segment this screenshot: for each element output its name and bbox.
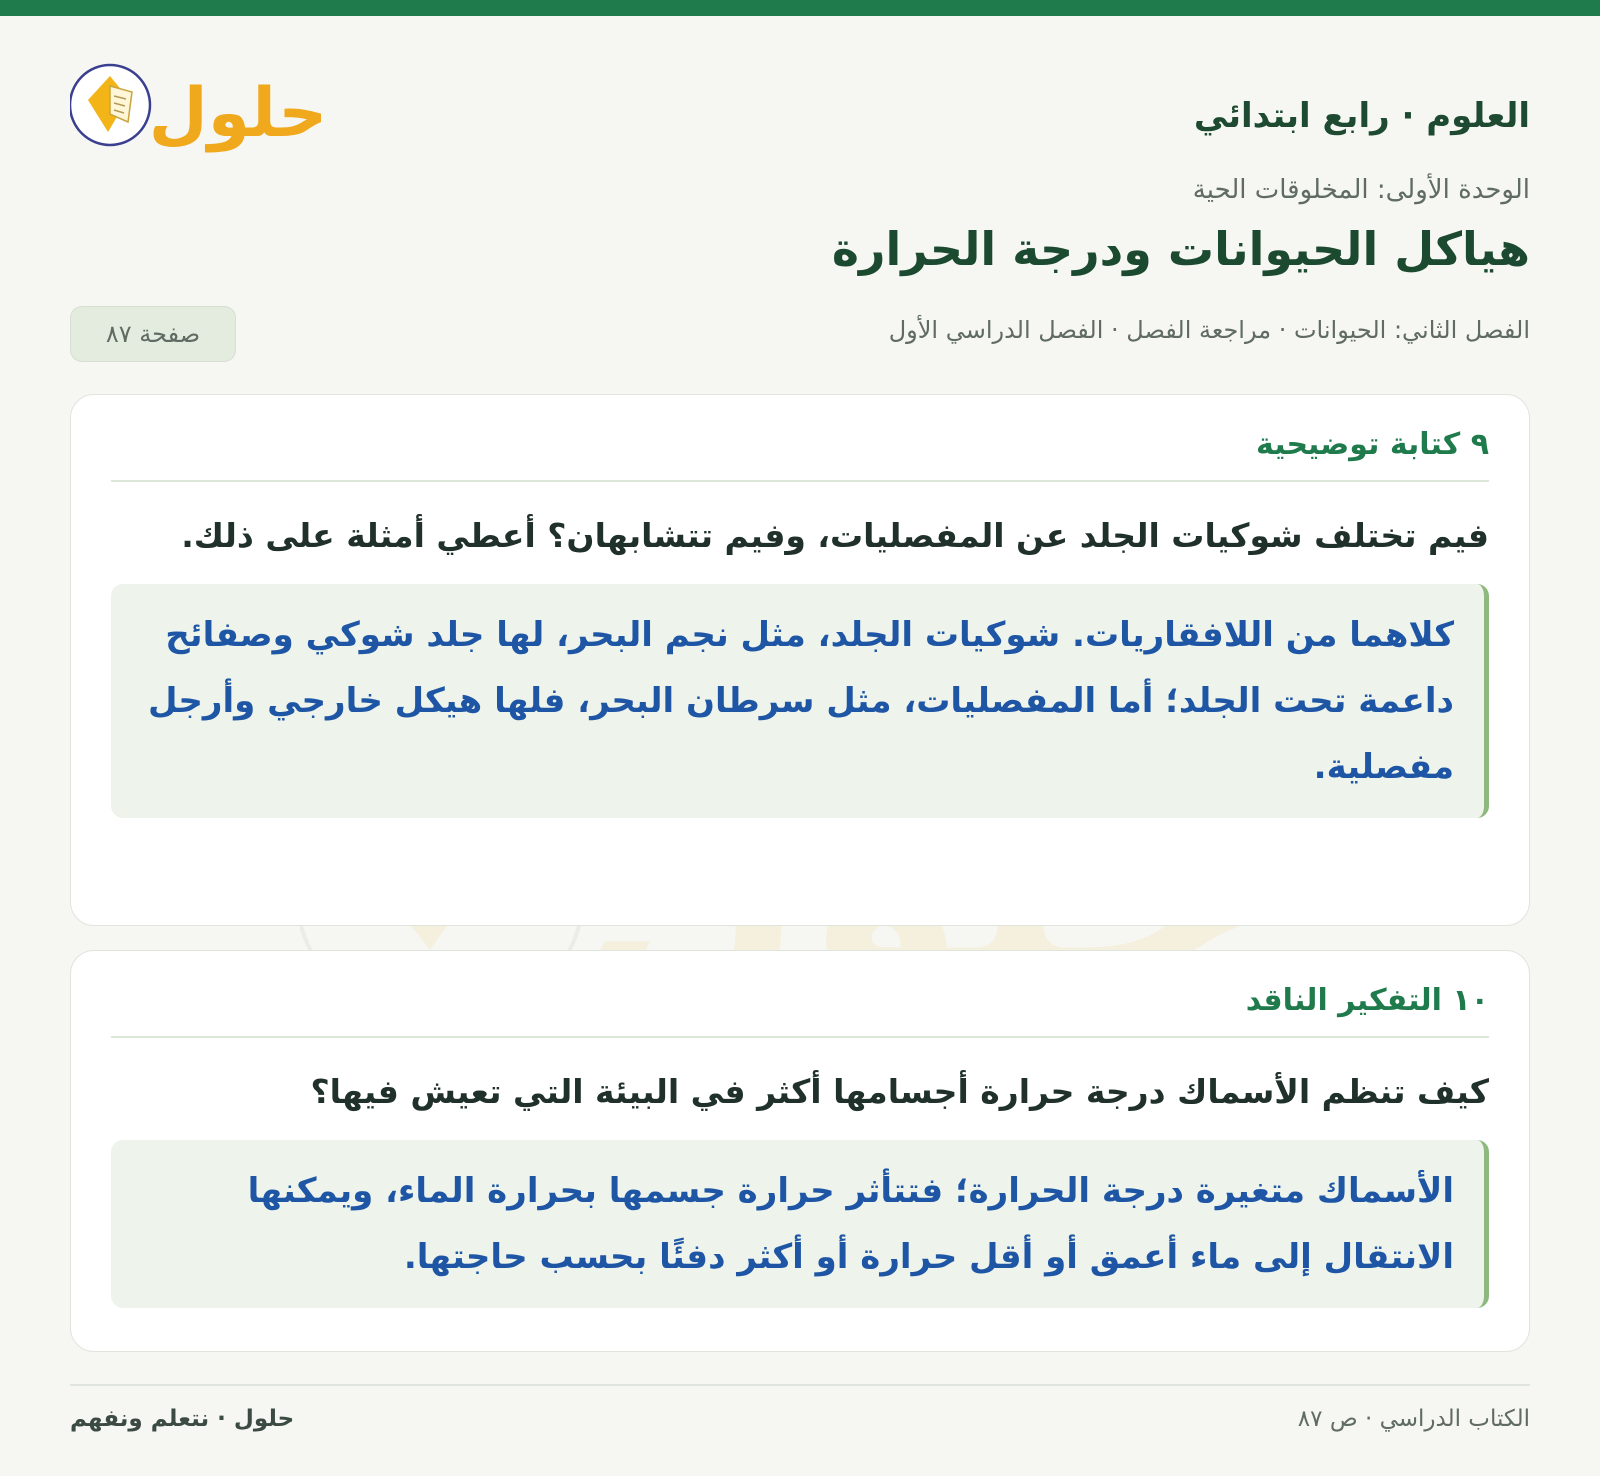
question-text: فيم تختلف شوكيات الجلد عن المفصليات، وفيم تتشابهان؟ أعطي أمثلة على ذلك. — [181, 516, 1489, 555]
question-heading: ٩ كتابة توضيحية — [111, 395, 1489, 482]
header — [70, 16, 1530, 181]
answer-box: كلاهما من اللافقاريات. شوكيات الجلد، مثل نجم البحر، لها جلد شوكي وصفائح داعمة تحت الجلد؛ أما المفصليات، مثل سرطان البحر، فلها هيكل خارجي وأرجل مفصلية. — [111, 584, 1489, 818]
question-card — [70, 394, 1530, 926]
question-heading: ١٠ التفكير الناقد — [111, 951, 1489, 1038]
answer-box: الأسماك متغيرة درجة الحرارة؛ فتتأثر حرارة جسمها بحرارة الماء، ويمكنها الانتقال إلى ماء أعمق أو أقل حرارة أو أكثر دفئًا بحسب حاجتها. — [111, 1140, 1489, 1308]
unit-label: الوحدة الأولى: المخلوقات الحية — [1192, 175, 1530, 205]
page-badge: صفحة ٨٧ — [70, 306, 236, 362]
lesson-title: هياكل الحيوانات ودرجة الحرارة — [831, 222, 1530, 276]
chapter-breadcrumb: الفصل الثاني: الحيوانات · مراجعة الفصل · الفصل الدراسي الأول — [888, 316, 1530, 344]
footer-brand: حلول · نتعلم ونفهم — [70, 1406, 295, 1432]
footer-page-ref: الكتاب الدراسي · ص ٨٧ — [1297, 1406, 1530, 1432]
brand-logo[interactable] — [70, 50, 330, 160]
logo-text: حلول — [148, 74, 328, 153]
footer-divider — [70, 1384, 1530, 1386]
question-card — [70, 950, 1530, 1352]
subject-title: العلوم · رابع ابتدائي — [1193, 96, 1530, 136]
top-accent-bar — [0, 0, 1600, 16]
question-text: كيف تنظم الأسماك درجة حرارة أجسامها أكثر في البيئة التي تعيش فيها؟ — [310, 1072, 1489, 1111]
